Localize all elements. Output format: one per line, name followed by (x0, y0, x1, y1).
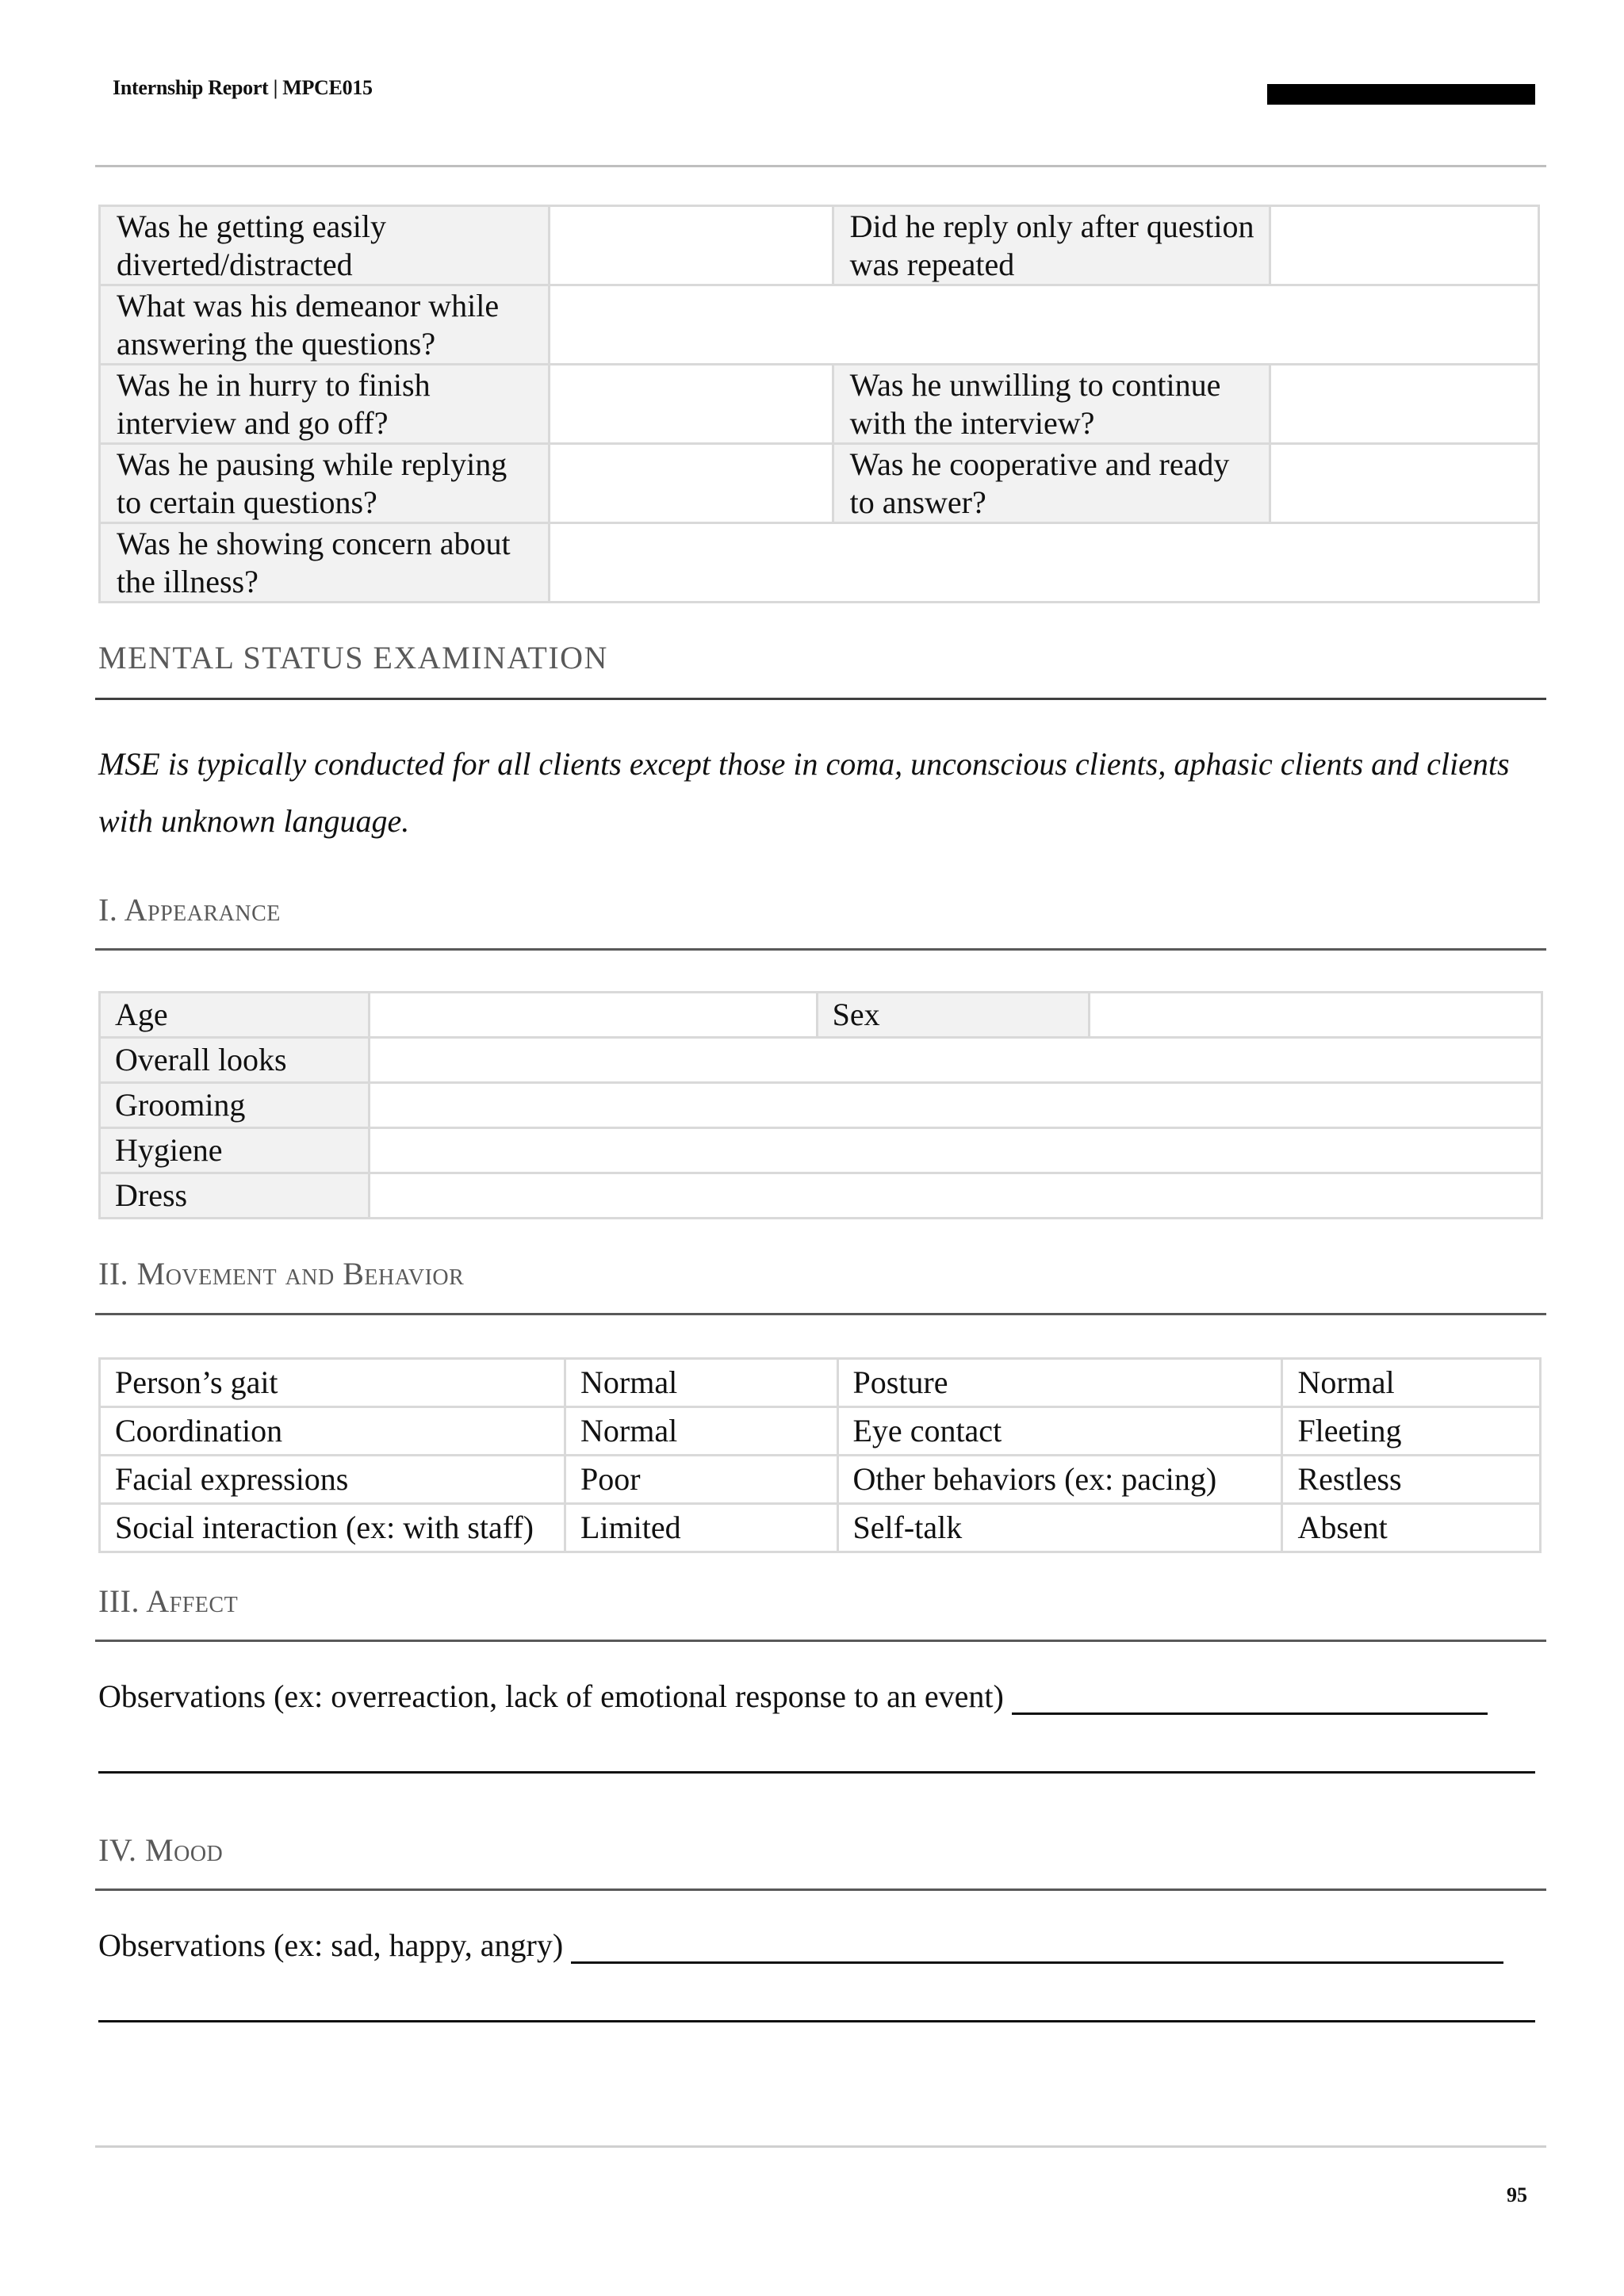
movement-divider (95, 1313, 1546, 1315)
answer-cell[interactable] (1270, 444, 1538, 523)
field-label: Social interaction (ex: with staff) (100, 1504, 565, 1552)
field-label: Coordination (100, 1407, 565, 1456)
mood-observations-label: Observations (ex: sad, happy, angry) (98, 1927, 564, 1963)
answer-cell[interactable] (550, 206, 833, 285)
answer-cell[interactable] (1270, 365, 1538, 444)
field-label: Person’s gait (100, 1359, 565, 1407)
mse-heading: MENTAL STATUS EXAMINATION (98, 640, 608, 675)
field-value[interactable] (369, 1083, 1542, 1128)
field-value[interactable] (369, 1128, 1542, 1173)
field-value[interactable] (369, 1038, 1542, 1083)
answer-cell[interactable] (550, 523, 1539, 603)
answer-cell[interactable] (550, 365, 833, 444)
field-value: Normal (565, 1359, 837, 1407)
table-row (100, 1504, 1541, 1552)
field-value[interactable] (369, 1173, 1542, 1219)
field-label: Hygiene (100, 1128, 370, 1173)
mse-intro: MSE is typically conducted for all clients except those in coma, unconscious clients, aphasic clients and clients with unknown language. (98, 746, 1510, 839)
mood-observations (98, 1927, 1503, 1964)
field-label: Grooming (100, 1083, 370, 1128)
table-row (100, 1407, 1541, 1456)
field-value: Limited (565, 1504, 837, 1552)
field-value: Poor (565, 1456, 837, 1504)
field-label: Eye contact (837, 1407, 1282, 1456)
table-row (100, 1456, 1541, 1504)
mood-heading: IV. Mood (98, 1832, 224, 1868)
appearance-divider (95, 948, 1546, 951)
question-cell: Was he getting easily diverted/distracted (100, 206, 550, 285)
question-cell: Was he unwilling to continue with the interview? (833, 365, 1270, 444)
affect-divider (95, 1640, 1546, 1642)
field-label: Age (100, 993, 370, 1038)
field-value: Normal (565, 1407, 837, 1456)
table-row (100, 993, 1542, 1038)
table-row (100, 1038, 1542, 1083)
header-divider (95, 165, 1546, 167)
movement-heading: II. Movement and Behavior (98, 1256, 465, 1292)
question-cell: What was his demeanor while answering the questions? (100, 285, 550, 365)
field-value: Normal (1282, 1359, 1541, 1407)
mood-observations-input[interactable] (571, 1938, 1503, 1964)
affect-blank-line[interactable] (98, 1771, 1535, 1774)
question-cell: Was he showing concern about the illness? (100, 523, 550, 603)
redaction-bar (1267, 84, 1535, 105)
table-row (100, 523, 1539, 603)
field-label: Facial expressions (100, 1456, 565, 1504)
affect-observations (98, 1678, 1488, 1715)
field-label: Dress (100, 1173, 370, 1219)
field-value[interactable] (369, 993, 817, 1038)
field-label: Posture (837, 1359, 1282, 1407)
affect-observations-label: Observations (ex: overreaction, lack of emotional response to an event) (98, 1678, 1004, 1714)
table-row (100, 285, 1539, 365)
table-row (100, 365, 1539, 444)
field-label: Self-talk (837, 1504, 1282, 1552)
header-title: Internship Report | MPCE015 (113, 76, 373, 99)
table-row (100, 1359, 1541, 1407)
footer-divider (95, 2145, 1546, 2148)
mse-divider (95, 698, 1546, 700)
affect-observations-input[interactable] (1012, 1689, 1488, 1715)
question-cell: Was he cooperative and ready to answer? (833, 444, 1270, 523)
answer-cell[interactable] (550, 444, 833, 523)
field-label: Sex (817, 993, 1089, 1038)
appearance-table (98, 991, 1543, 1219)
question-cell: Did he reply only after question was repeated (833, 206, 1270, 285)
table-row (100, 1083, 1542, 1128)
appearance-heading: I. Appearance (98, 892, 281, 928)
question-cell: Was he pausing while replying to certain questions? (100, 444, 550, 523)
movement-behavior-table (98, 1357, 1542, 1553)
answer-cell[interactable] (1270, 206, 1538, 285)
affect-heading: III. Affect (98, 1583, 239, 1619)
mood-divider (95, 1888, 1546, 1891)
answer-cell[interactable] (550, 285, 1539, 365)
question-cell: Was he in hurry to finish interview and go off? (100, 365, 550, 444)
field-value: Restless (1282, 1456, 1541, 1504)
field-label: Overall looks (100, 1038, 370, 1083)
table-row (100, 444, 1539, 523)
page-number: 95 (1507, 2183, 1527, 2206)
field-value: Absent (1282, 1504, 1541, 1552)
table-row (100, 206, 1539, 285)
field-label: Other behaviors (ex: pacing) (837, 1456, 1282, 1504)
interview-behavior-table (98, 205, 1540, 603)
table-row (100, 1128, 1542, 1173)
field-value[interactable] (1090, 993, 1542, 1038)
mood-blank-line[interactable] (98, 2020, 1535, 2022)
field-value: Fleeting (1282, 1407, 1541, 1456)
table-row (100, 1173, 1542, 1219)
